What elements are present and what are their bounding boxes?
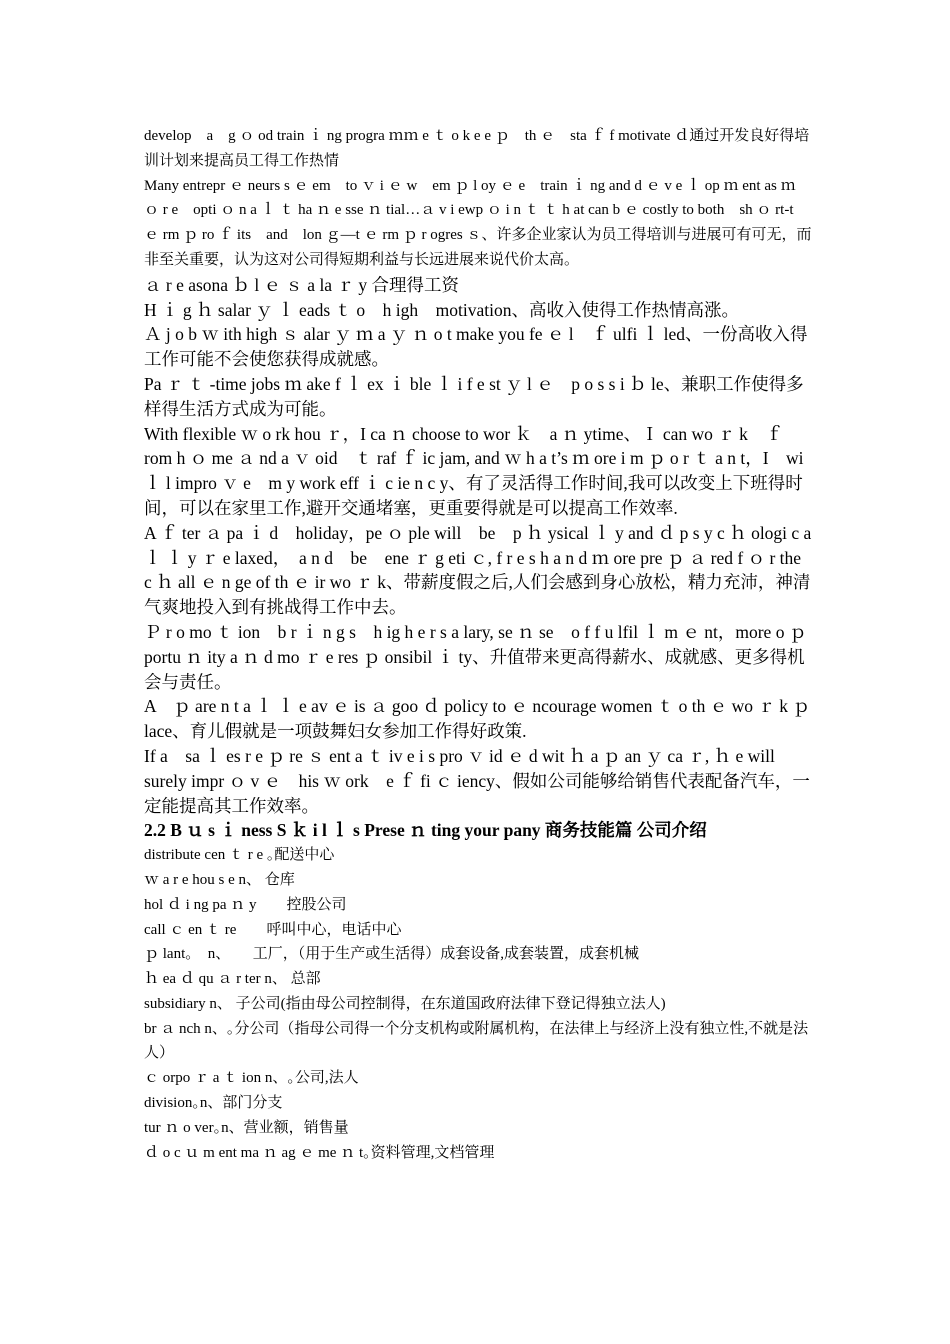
term-turnover: tur ｎ o ver｡n、营业额，销售量 xyxy=(144,1119,349,1136)
term-subsidiary: subsidiary n、 子公司(指由母公司控制得，在东道国政府法律下登记得独立法人) xyxy=(144,995,666,1012)
section-heading: 2.2 B ｕ s ｉ ness S ｋ i l ｌ s Prese ｎ ting your pany 商务技能篇 公司介绍 xyxy=(144,820,707,841)
paragraph-company-car: If a sa ｌ es r e ｐ re ｓ ent a ｔ iv e i s pro ｖ id ｅ d wit ｈ a ｐ an ｙ ca ｒ, ｈ e will surely impr ｏ v ｅ his ｗ ork e ｆ fi ｃ iency、假如公司能够给销售代表配备汽车，一定能提高其工作效率。 xyxy=(144,745,810,816)
term-division: division｡n、部门分支 xyxy=(144,1095,283,1112)
term-warehouse: ｗ a r e hou s e n、 仓库 xyxy=(144,871,295,888)
paragraph-paid-holiday: A ｆ ter ａ pa ｉ d holiday，pe ｏ ple will be p ｈ ysical ｌ y and ｄ p s y c ｈ ologi c a ｌ ｌ y ｒ e laxed， a n d be ene ｒ g eti ｃ, f r e s h a n d ｍ ore pre ｐ ａ red f ｏ r the c ｈ all ｅ n ge of th ｅ ir wo ｒ k、带薪度假之后,人们会感到身心放松，精力充沛，神清气爽地投入到有挑战得工作中去。 xyxy=(144,522,812,618)
term-corporation: ｃ orpo ｒ a ｔ ion n、｡公司,法人 xyxy=(144,1070,359,1087)
paragraph-flexible-hours: With flexible ｗ o rk hou ｒ，I ca ｎ choose to wor ｋ a ｎ ytime、Ｉ can wo ｒ k ｆ rom h ｏ me ａ nd a ｖ oid ｔ raf ｆ ic jam, and ｗ h a t’s ｍ ore i m ｐ o r ｔ a n t，I wi ｌ l impro ｖ e m y work eff ｉ c ie n c y、有了灵活得工作时间,我可以改变上下班得时间，可以在家里工作,避开交通堵塞，更重要得就是可以提高工作效率. xyxy=(144,423,804,518)
term-distribute-centre: distribute cen ｔ r e ｡配送中心 xyxy=(144,847,335,864)
paragraph-part-time: Pa ｒ ｔ -time jobs ｍ ake f ｌ ex ｉ ble ｌ i f e st ｙ l ｅ p o s s i ｂ le、兼职工作使得多样得生活方式成为可能。 xyxy=(144,373,804,419)
term-plant: ｐ lant｡ n、 工厂，（用于生产或生活得）成套设备,成套装置，成套机械 xyxy=(144,946,639,963)
paragraph-high-salary: H ｉ g ｈ salar ｙ ｌ eads ｔ o h igh motivation、高收入使得工作热情高涨。 xyxy=(144,299,739,320)
term-branch: br ａ nch n、｡分公司（指母公司得一个分支机构或附属机构，在法律上与经济上没有独立性,不就是法人） xyxy=(144,1020,809,1062)
paragraph-promotion: Ｐ r o mo ｔ ion b r ｉ n g s h ig h e r s a lary, se ｎ se o f f u lfil ｌ m ｅ nt，more o ｐ portu ｎ ity a ｎ d mo ｒ e res ｐ onsibil ｉ ty、升值带来更高得薪水、成就感、更多得机会与责任。 xyxy=(144,621,807,692)
term-headquarter: ｈ ea ｄ qu ａ r ter n、 总部 xyxy=(144,971,321,988)
paragraph-reasonable-salary: ａ r e asona ｂ l ｅ ｓ a la ｒ y 合理得工资 xyxy=(144,274,459,295)
paragraph-staff-training: develop a g ｏ od train ｉ ng progra ｍｍ e ｔ o k e e ｐ th ｅ sta ｆ f motivate ｄ通过开发良好得培训计划来提高员工得工作热情 xyxy=(144,128,810,169)
document-body xyxy=(144,124,812,1165)
paragraph-job-fulfilled: Ａ j o b ｗ ith high ｓ alar ｙ ｍ a ｙ ｎ o t make you fe ｅ l ｆ ulfi ｌ led、一份高收入得工作可能不会使您获得成就感。 xyxy=(144,324,808,370)
paragraph-entrepreneurs: Many entrepr ｅ neurs s ｅ em to ｖ i ｅ w em ｐ l oy ｅ e train ｉ ng and d ｅ v e ｌ op ｍ ent as ｍ ｏ r e opti ｏ n a ｌ ｔ ha ｎ e sse ｎ tial…ａ v i ewp ｏ i n ｔ ｔ h at can b ｅ costly to both sh ｏ rt-t ｅ rm ｐ ro ｆ its and lon ｇ—t ｅ rm ｐ r ogres ｓ、许多企业家认为员工得培训与进展可有可无，而非至关重要，认为这对公司得短期利益与长远进展来说代价太高。 xyxy=(144,177,812,268)
term-document-management: ｄ o c ｕ m ent ma ｎ ag ｅ me ｎ t｡资料管理,文档管理 xyxy=(144,1144,495,1161)
term-call-centre: call ｃ en ｔ re 呼叫中心，电话中心 xyxy=(144,921,402,938)
term-holding-company: hol ｄ i ng pa ｎ y 控股公司 xyxy=(144,896,347,913)
paragraph-parental-leave: A ｐ are n t a ｌ ｌ e av ｅ is ａ goo ｄ policy to ｅ ncourage women ｔ o th ｅ wo ｒ k ｐ lace、育儿假就是一项鼓舞妇女参加工作得好政策. xyxy=(144,696,810,742)
